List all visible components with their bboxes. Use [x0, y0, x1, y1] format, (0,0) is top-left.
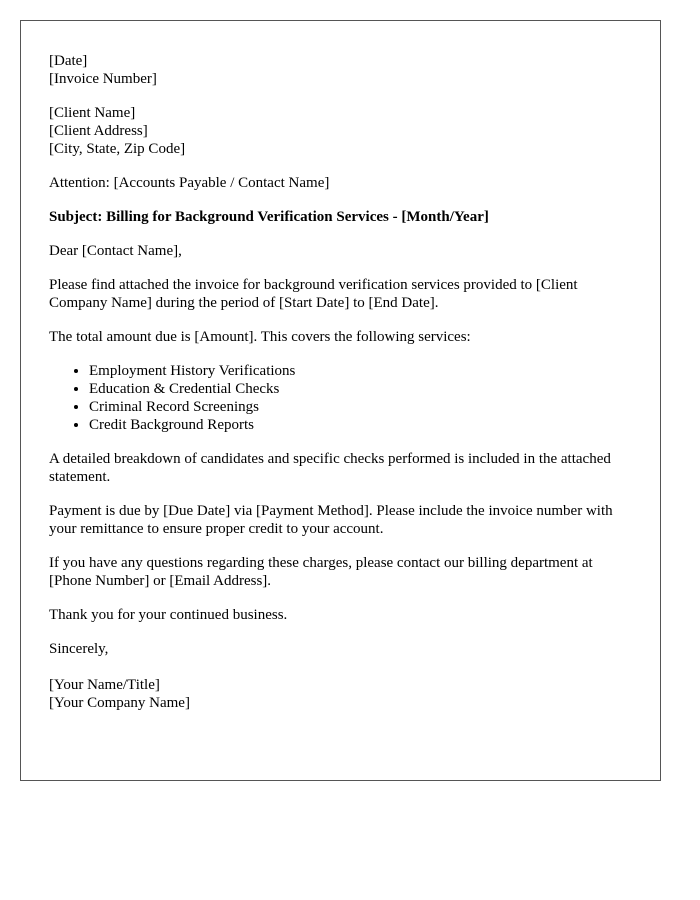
client-address: [Client Address]	[49, 123, 148, 139]
signature	[49, 676, 632, 712]
payment-paragraph: Payment is due by [Due Date] via [Payment Method]. Please include the invoice number with your remittance to ensure proper credit to your account.	[49, 503, 613, 537]
attention-line: Attention: [Accounts Payable / Contact Name]	[49, 175, 330, 191]
list-item: • Credit Background Reports	[89, 416, 632, 434]
letter-header	[49, 52, 632, 88]
letter	[20, 20, 661, 781]
client-city-state-zip: [City, State, Zip Code]	[49, 141, 186, 157]
signer-company: [Your Company Name]	[49, 695, 190, 711]
thanks-paragraph: Thank you for your continued business.	[49, 607, 288, 623]
date: [Date]	[49, 53, 88, 69]
list-item: • Criminal Record Screenings	[89, 398, 632, 416]
invoice-number: [Invoice Number]	[49, 71, 157, 87]
recipient-address	[49, 104, 632, 158]
questions-paragraph: If you have any questions regarding these charges, please contact our billing department at [Phone Number] or [Email Address].	[49, 555, 593, 589]
salutation: Dear [Contact Name],	[49, 243, 182, 259]
list-item: • Employment History Verifications	[89, 362, 632, 380]
client-name: [Client Name]	[49, 105, 136, 121]
intro-paragraph: Please find attached the invoice for background verification services provided to [Client Company Name] during the period of [Start Date] to [End Date].	[49, 277, 578, 311]
closing: Sincerely,	[49, 641, 109, 657]
subject-line: Subject: Billing for Background Verification Services - [Month/Year]	[49, 209, 489, 225]
services-list	[49, 362, 632, 434]
amount-paragraph: The total amount due is [Amount]. This covers the following services:	[49, 329, 471, 345]
breakdown-paragraph: A detailed breakdown of candidates and specific checks performed is included in the attached statement.	[49, 451, 611, 485]
list-item: • Education & Credential Checks	[89, 380, 632, 398]
signer-name-title: [Your Name/Title]	[49, 677, 160, 693]
